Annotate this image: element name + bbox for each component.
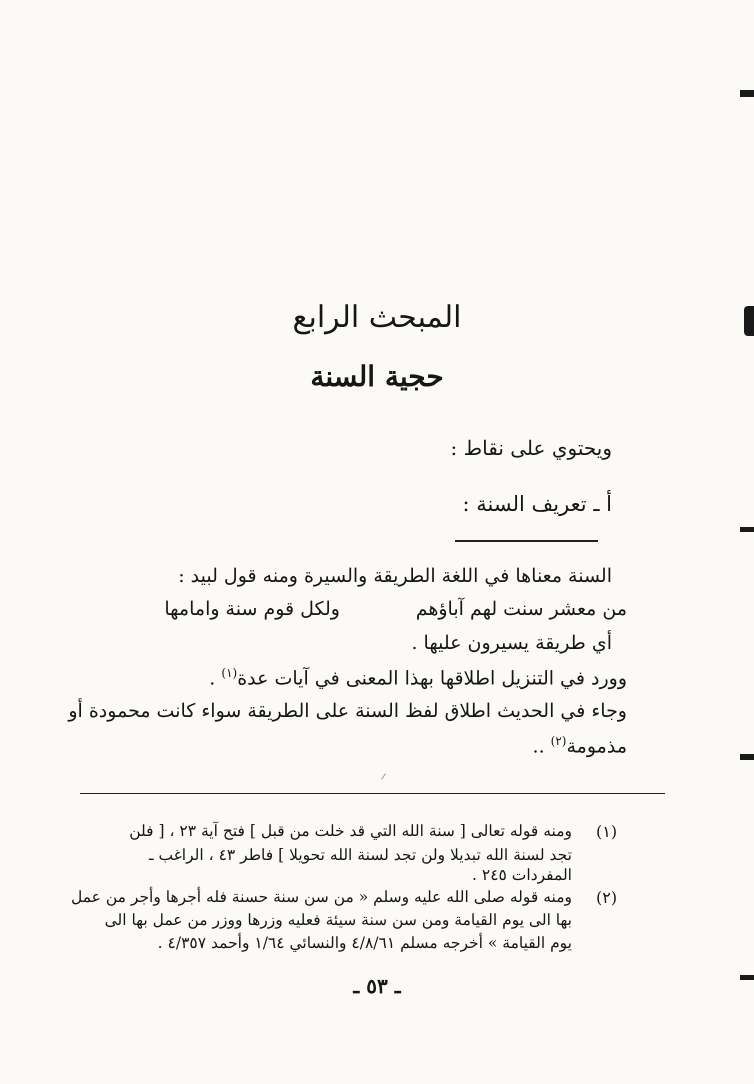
section-subtitle: حجية السنة [310,360,444,393]
body-line-4-text: وورد في التنزيل اطلاقها بهذا المعنى في آيات عدة [237,667,627,690]
subheading-definition: أ ـ تعريف السنة : [462,492,612,516]
intro-text: ويحتوي على نقاط : [450,436,612,460]
footnote-2-line-2: بها الى يوم القيامة ومن سن سنة سيئة فعليه وزرها ووزر من عمل بها الى [104,911,572,929]
binding-edge-mark [740,754,754,760]
footnote-2-line-3: يوم القيامة » أخرجه مسلم ٤/٨/٦١ والنسائي ١/٦٤ وأحمد ٤/٣٥٧ . [157,934,572,952]
body-line-3: أي طريقة يسيرون عليها . [411,632,612,654]
footnote-1-line-3: المفردات ٢٤٥ . [472,866,572,884]
body-line-4 [209,666,627,689]
binding-edge-mark [740,90,754,97]
footnote-2-number: (٢) [596,888,618,907]
binding-edge-mark [740,527,754,532]
footnote-1-number: (١) [596,822,618,841]
verse-first-hemistich: من معشر سنت لهم آباؤهم [415,598,627,620]
footnote-2-line-1: ومنه قوله صلى الله عليه وسلم « من سن سنة حسنة فله أجرها وأجر من عمل [70,888,572,906]
body-line-1: السنة معناها في اللغة الطريقة والسيرة ومنه قول لبيد : [178,565,612,587]
binding-edge-mark [744,306,754,336]
subheading-underline [455,540,598,542]
verse-second-hemistich: ولكل قوم سنة وامامها [164,598,340,620]
body-line-6-text: مذمومة [566,735,627,758]
section-title: المبحث الرابع [292,300,462,335]
footnote-separator [80,793,665,794]
stray-mark [381,773,386,779]
body-line-6-end: .. [532,735,551,758]
body-line-4-end: . [209,667,222,690]
footnote-1-line-2: تجد لسنة الله تبديلا ولن تجد لسنة الله تحويلا ] فاطر ٤٣ ، الراغب ـ [149,846,572,864]
page-number: ـ ٥٣ ـ [353,974,401,998]
footnote-ref-1: (١) [221,666,238,680]
footnote-1-line-1: ومنه قوله تعالى [ سنة الله التي قد خلت من قبل ] فتح آية ٢٣ ، [ فلن [129,822,572,840]
body-line-5: وجاء في الحديث اطلاق لفظ السنة على الطريقة سواء كانت محمودة أو [68,700,627,722]
body-line-6 [533,734,627,757]
footnote-ref-2: (٢) [550,734,567,748]
binding-edge-mark [740,975,754,980]
